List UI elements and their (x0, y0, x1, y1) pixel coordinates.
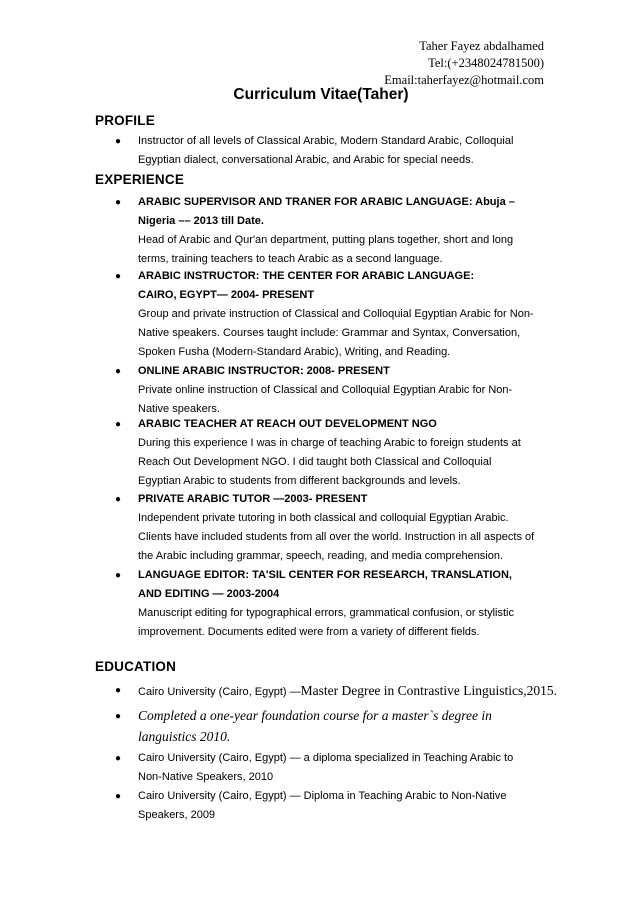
bullet-icon: ● (115, 791, 122, 802)
bullet-icon: ● (115, 711, 122, 722)
experience-title: ONLINE ARABIC INSTRUCTOR: 2008- PRESENT (138, 365, 390, 377)
profile-item (115, 132, 525, 170)
experience-title: ARABIC TEACHER AT REACH OUT DEVELOPMENT NGO (138, 418, 437, 430)
experience-title: LANGUAGE EDITOR: TA'SIL CENTER FOR RESEARCH, TRANSLATION, AND EDITING — 2003-2004 (138, 569, 512, 600)
experience-desc: Head of Arabic and Qur'an department, putting plans together, short and long terms, training teachers to teach Arabic as a second language. (138, 234, 514, 265)
bullet-icon: ● (115, 494, 122, 505)
experience-desc: Private online instruction of Classical and Colloquial Egyptian Arabic for Non-Native speakers. (138, 384, 513, 415)
experience-item (115, 362, 545, 419)
page-title: Curriculum Vitae(Taher) (233, 86, 409, 103)
education-degree: Master Degree in Contrastive Linguistics,2015. (300, 683, 558, 698)
education-item (115, 749, 545, 787)
bullet-icon: ● (115, 753, 122, 764)
experience-desc: Independent private tutoring in both classical and colloquial Egyptian Arabic. Clients have included students from all over the world. Instruction in all aspects of the Arabic including grammar, speech, reading, and media comprehension. (138, 512, 535, 562)
experience-desc: Manuscript editing for typographical errors, grammatical confusion, or stylistic improvement. Documents edited were from a variety of different fields. (138, 607, 514, 638)
contact-name: Taher Fayez abdalhamed (419, 39, 544, 53)
contact-tel: Tel:(+2348024781500) (428, 56, 544, 70)
experience-item (115, 267, 534, 362)
education-text: Cairo University (Cairo, Egypt) — a diploma specialized in Teaching Arabic to Non-Native Speakers, 2010 (138, 752, 514, 783)
contact-block (384, 38, 544, 89)
bullet-icon: ● (115, 570, 122, 581)
education-text: Cairo University (Cairo, Egypt) — Diploma in Teaching Arabic to Non-Native Speakers, 2009 (138, 790, 507, 821)
experience-desc: Group and private instruction of Classical and Colloquial Egyptian Arabic for Non-Native speakers. Courses taught include: Grammar and Syntax, Conversation, Spoken Fusha (Modern-Standard Arabic), Writing, and Reading. (138, 308, 534, 358)
experience-item (115, 415, 545, 491)
bullet-icon: ● (115, 419, 122, 430)
education-item (115, 787, 545, 825)
education-heading: EDUCATION (95, 659, 177, 674)
profile-text: Instructor of all levels of Classical Arabic, Modern Standard Arabic, Colloquial Egyptian dialect, conversational Arabic, and Arabic for special needs. (138, 135, 514, 166)
bullet-icon: ● (115, 197, 122, 208)
contact-email: Email:taherfayez@hotmail.com (384, 73, 544, 87)
experience-heading: EXPERIENCE (95, 172, 185, 187)
bullet-icon: ● (115, 366, 122, 377)
bullet-icon: ● (115, 271, 122, 282)
experience-item (115, 566, 545, 642)
experience-title: ARABIC INSTRUCTOR: THE CENTER FOR ARABIC LANGUAGE: CAIRO, EGYPT— 2004- PRESENT (138, 270, 475, 301)
experience-desc: During this experience I was in charge of teaching Arabic to foreign students at Reach Out Development NGO. I did taught both Classical and Colloquial Egyptian Arabic to students from different backgrounds and levels. (138, 437, 521, 487)
education-item (115, 705, 545, 747)
experience-item (115, 490, 545, 566)
experience-title: PRIVATE ARABIC TUTOR —2003- PRESENT (138, 493, 368, 505)
bullet-icon: ● (115, 685, 122, 696)
education-institution: Cairo University (Cairo, Egypt) — (138, 686, 301, 698)
experience-title: ARABIC SUPERVISOR AND TRANER FOR ARABIC LANGUAGE: Abuja –Nigeria –– 2013 till Date. (138, 196, 515, 227)
profile-heading: PROFILE (95, 113, 155, 128)
education-item (115, 681, 558, 702)
bullet-icon: ● (115, 136, 122, 147)
experience-item (115, 193, 545, 269)
education-text: Completed a one-year foundation course for a master`s degree in languistics 2010. (138, 708, 492, 744)
